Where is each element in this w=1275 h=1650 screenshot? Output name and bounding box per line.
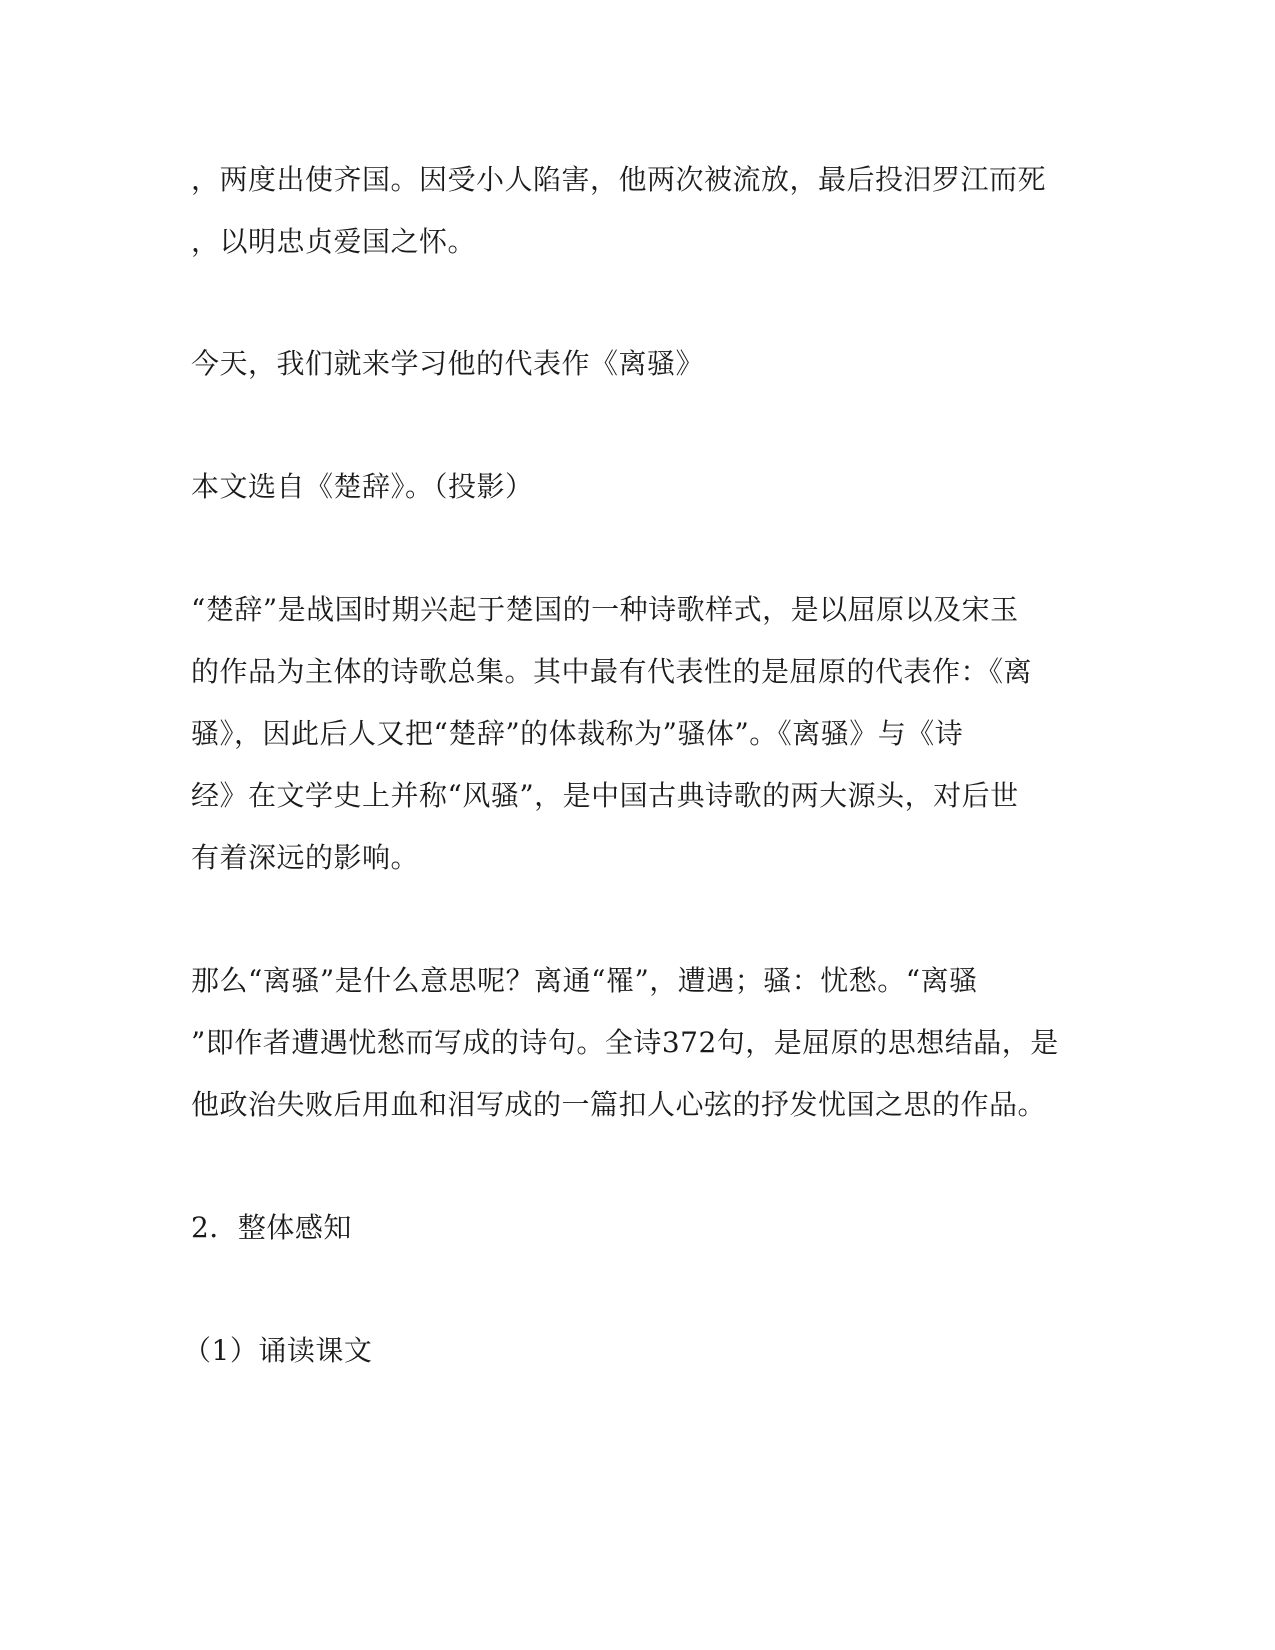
subsection-heading: （1）诵读课文 <box>183 1334 373 1367</box>
paragraph-4-line-5: 有着深远的影响。 <box>191 841 420 874</box>
paragraph-4-line-3: 骚》，因此后人又把“楚辞”的体裁称为”骚体”。《离骚》与《诗 <box>191 717 964 750</box>
paragraph-3-line-1: 本文选自《楚辞》。（投影） <box>191 470 534 503</box>
paragraph-2-line-1: 今天，我们就来学习他的代表作《离骚》 <box>191 347 705 380</box>
paragraph-5-line-1: 那么“离骚”是什么意思呢？离通“罹”，遭遇；骚：忧愁。“离骚 <box>191 964 978 997</box>
paragraph-4-line-4: 经》在文学史上并称“风骚”，是中国古典诗歌的两大源头，对后世 <box>191 779 1019 812</box>
paragraph-1-line-2: ，以明忠贞爱国之怀。 <box>191 225 477 258</box>
paragraph-5-line-3: 他政治失败后用血和泪写成的一篇扣人心弦的抒发忧国之思的作品。 <box>191 1088 1047 1121</box>
paragraph-1-line-1: ，两度出使齐国。因受小人陷害，他两次被流放，最后投汨罗江而死 <box>191 163 1047 196</box>
paragraph-4-line-1: “楚辞”是战国时期兴起于楚国的一种诗歌样式，是以屈原以及宋玉 <box>191 593 1019 626</box>
section-heading: 2．整体感知 <box>191 1211 352 1244</box>
paragraph-4-line-2: 的作品为主体的诗歌总集。其中最有代表性的是屈原的代表作：《离 <box>191 655 1033 688</box>
paragraph-5-line-2: ”即作者遭遇忧愁而写成的诗句。全诗372句，是屈原的思想结晶，是 <box>191 1026 1059 1059</box>
